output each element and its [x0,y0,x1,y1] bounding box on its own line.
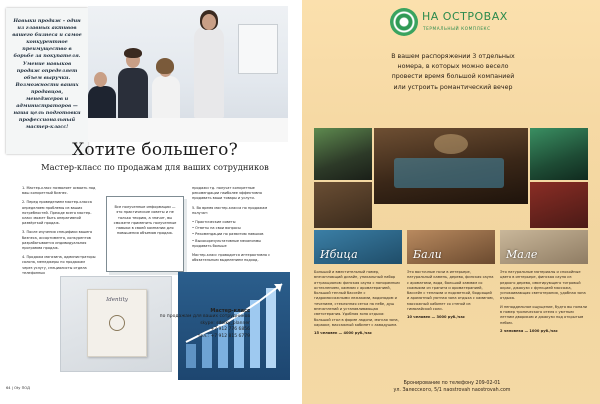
text-column-c [192,186,280,267]
card-phone: +7 912 776 6856 [210,327,250,333]
price: 2 человека — 1000 руб./час [500,328,558,333]
card-skype: skype: sdelky_planner [200,320,250,326]
paragraph: 2. Перед проведением мастер-класса определяем проблемы из ваших потребностей. Прежде всего мастер-класс может быть оперативной развёрткой продаж. [22,200,92,226]
room-photo-bali [407,230,495,264]
hero-photo [88,6,288,142]
attendee-1 [118,68,148,124]
paragraph: 4. Продажа магазина, администраторы салона, менеджеры по продажам через услугу, специалисты отдела телефонных [22,255,96,275]
room-description-male [500,270,588,337]
room-name: Ибица [320,248,358,261]
room-name: Бали [413,248,442,261]
card-signature: Identity [106,297,128,303]
paragraph: Большой и вместительный номер, впечатляющий дизайн, уникальный набор аттракционов: финская сауна с панорамным остеклением, хаммам с ароматерапией, большой теплый бассейн с гидромассажными лежаками, водопадом и течением, стеклянная сетка на небе, душ впечатлений и устанавливающая светотерапия. Удобная зона отдыха: большой стол в форме ладони, мягкая зона, караоке, массажный кабинет с аквадушем. [314,270,400,327]
card-title: Мастер-класс [210,308,250,314]
attendee-3-head [94,72,107,87]
list-item: • Высокорезультативные механизмы продавать больше [192,238,261,248]
card-line: по продажам для ваших сотрудников [159,314,250,320]
paragraph: 3. После изучения специфики вашего бизнеса, ассортимента, конкурентов разрабатывается индивидуальная программа продаж. [22,230,93,251]
presenter-head [202,14,216,30]
room-photos [314,230,588,264]
paragraph: Мастер-класс проводится интерактивно с обязательным выделением подход. [192,253,271,263]
booking-info [372,380,532,395]
card-phone: тел.: +7 912 815 6779 [197,333,250,339]
list-item: • Ответы на свои вопросы [192,226,241,231]
spa-photo [530,182,588,228]
room-description-ibitsa [314,270,402,340]
paragraph: 1. Мастер-класс позволяет освоить под ваш конкретный бизнес. [22,186,96,196]
intro-box: Навыки продаж – один из главных активов вашего бизнеса и самое конкурентное преимущество в борьбе за покупателя. Умение навыков продаж определяет объем выручки. Возможности ваших продавцов, менеджеров и администраторов — наша цель подготовки профессиональный мастер-класс! [6,8,88,154]
attendee-1-hair [124,48,142,58]
page-title: Хотите большего? [72,140,238,160]
desk [88,118,288,142]
logo [390,6,520,40]
presenter-figure [194,26,224,118]
right-page [302,0,600,404]
spa-photo-main [374,128,528,204]
page-subtitle: Мастер-класс по продажам для ваших сотрудников [41,162,269,172]
bar-graphic [186,344,196,368]
paragraph: Это восточные ночи в интерьере, натуральный камень, дерево, финская сауна с ароматами, вода, большой хаммам со скамьями из гранита и ароматерапией, бассейн с теплыми и подсветкой, бодрящий и ароматный уютная зона отдыха с камином, массажный кабинет со стеной из гималайской соли. [407,270,494,312]
paragraph: И неподдельное ощущение, будто вы попали в номер тропического отеля с уютным летним двориком и джакузи под открытым небом. [500,304,588,325]
page-footer: 64 | Oty ПОД [6,386,30,390]
list-item: • Практические советы [192,220,236,225]
list-item: • Рекомендации по развитию навыков [192,232,264,237]
text-column-a [22,186,96,280]
price: 10 человек — 3000 руб./час [407,315,465,320]
room-photo-male [500,230,588,264]
room-description-bali [407,270,495,324]
room-name: Мале [506,248,538,261]
booking-address: ул. Залесского, 5/1 naostrovah naostrovah.com [393,388,511,394]
left-page [0,0,296,404]
attendee-2 [152,76,180,124]
attendee-2-hair [156,58,174,74]
paragraph: 5. Во время мастер-класса по продажам получат: [192,205,268,215]
bar-graphic [266,288,276,368]
price: 15 человек — 4000 руб./час [314,331,372,336]
photo-grid [314,128,588,228]
booking-phone: Бронирование по телефону 209-02-01 [403,381,501,386]
room-photo-ibitsa [314,230,402,264]
paragraph: Это натуральные материалы и спокойные цвета в интерьере, финская сауна из редкого дерева, имитирующего тигровый окрас, джакузи с функцией массажа, успокаивающая светотерапия, удобная зона отдыха. [500,270,586,301]
logo-mark-icon [390,8,418,36]
card-text [70,308,250,340]
promo-text: В вашем распоряжении 3 отдельных номера, в которых можно весело провести время большой компанией или устроить романтический вечер [391,53,515,91]
logo-name: НА ОСТРОВАХ [422,10,508,23]
business-card-block [60,270,290,382]
bar-graphic [250,300,260,368]
spa-photo [530,128,588,180]
board-figure [238,24,278,74]
logo-subtitle: ТЕРМАЛЬНЫЙ КОМПЛЕКС [423,26,491,31]
paragraph: продажи тд. получат конкретные рекомендации наиболее эффективно продавать ваши товары и услуги. [192,186,262,201]
spa-photo [314,128,372,180]
info-box: Все полученные информации — это практические советы и не только теорию, а значит, вы сможете применить полученные навыки в своей компании для повышения объемов продаж. [106,196,184,272]
spa-photo [314,182,372,228]
